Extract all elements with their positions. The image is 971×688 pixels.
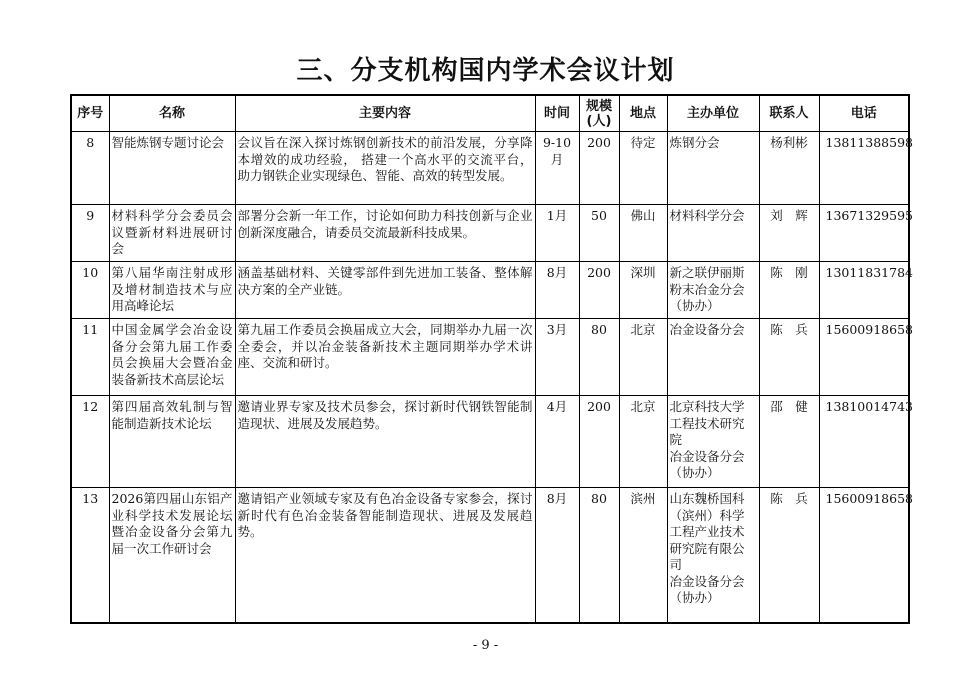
cell-phone: 13011831784 — [819, 262, 909, 319]
cell-phone: 13671329595 — [819, 205, 909, 262]
cell-organizer: 材料科学分会 — [667, 205, 759, 262]
cell-no: 9 — [71, 205, 109, 262]
table-header-row — [71, 95, 909, 132]
table-row — [71, 396, 909, 488]
cell-contact: 陈 刚 — [759, 262, 819, 319]
cell-content: 第九届工作委员会换届成立大会，同期举办九届一次全委会，并以冶金装备新技术主题同期举办学术讲座、交流和研讨。 — [235, 319, 535, 396]
header-scale-line1: 规模 — [585, 98, 612, 114]
cell-no: 11 — [71, 319, 109, 396]
page-number: - 9 - — [472, 638, 499, 653]
cell-content: 会议旨在深入探讨炼钢创新技术的前沿发展，分享降本增效的成功经验， 搭建一个高水平的交流平台， 助力钢铁企业实现绿色、智能、高效的转型发展。 — [235, 132, 535, 205]
cell-phone: 13811388598 — [819, 132, 909, 205]
header-contact: 联系人 — [759, 95, 819, 132]
cell-name: 智能炼钢专题讨论会 — [109, 132, 235, 205]
cell-name: 第四届高效轧制与智能制造新技术论坛 — [109, 396, 235, 488]
table-row — [71, 132, 909, 205]
cell-scale: 200 — [579, 396, 619, 488]
header-scale-line2: (人) — [586, 113, 612, 129]
cell-organizer: 新之联伊丽斯粉末冶金分会（协办） — [667, 262, 759, 319]
cell-phone: 15600918658 — [819, 488, 909, 624]
cell-content: 邀请铝产业领域专家及有色冶金设备专家参会，探讨新时代有色冶金装备智能制造现状、进展及发展趋势。 — [235, 488, 535, 624]
cell-no: 10 — [71, 262, 109, 319]
cell-content: 邀请业界专家及技术员参会，探讨新时代钢铁智能制造现状、进展及发展趋势。 — [235, 396, 535, 488]
header-place: 地点 — [619, 95, 667, 132]
cell-contact: 杨利彬 — [759, 132, 819, 205]
cell-name: 2026第四届山东铝产业科学技术发展论坛暨冶金设备分会第九届一次工作研讨会 — [109, 488, 235, 624]
cell-place: 北京 — [619, 396, 667, 488]
cell-name: 材料科学分会委员会议暨新材料进展研讨会 — [109, 205, 235, 262]
cell-place: 滨州 — [619, 488, 667, 624]
cell-time: 1月 — [535, 205, 579, 262]
header-content: 主要内容 — [235, 95, 535, 132]
cell-scale: 50 — [579, 205, 619, 262]
cell-organizer: 北京科技大学工程技术研究院 冶金设备分会（协办） — [667, 396, 759, 488]
cell-name: 中国金属学会冶金设备分会第九届工作委员会换届大会暨冶金装备新技术高层论坛 — [109, 319, 235, 396]
cell-place: 深圳 — [619, 262, 667, 319]
cell-organizer: 炼钢分会 — [667, 132, 759, 205]
header-phone: 电话 — [819, 95, 909, 132]
cell-time: 3月 — [535, 319, 579, 396]
cell-contact: 陈 兵 — [759, 488, 819, 624]
header-organizer: 主办单位 — [667, 95, 759, 132]
header-name: 名称 — [109, 95, 235, 132]
table-row — [71, 488, 909, 624]
cell-time: 8月 — [535, 488, 579, 624]
cell-scale: 80 — [579, 488, 619, 624]
header-time: 时间 — [535, 95, 579, 132]
cell-organizer: 冶金设备分会 — [667, 319, 759, 396]
cell-content: 涵盖基础材料、关键零部件到先进加工装备、整体解决方案的全产业链。 — [235, 262, 535, 319]
cell-place: 佛山 — [619, 205, 667, 262]
cell-name: 第八届华南注射成形及增材制造技术与应用高峰论坛 — [109, 262, 235, 319]
cell-time: 4月 — [535, 396, 579, 488]
table-row — [71, 319, 909, 396]
cell-phone: 13810014743 — [819, 396, 909, 488]
cell-no: 13 — [71, 488, 109, 624]
cell-no: 8 — [71, 132, 109, 205]
table-row — [71, 262, 909, 319]
cell-scale: 80 — [579, 319, 619, 396]
cell-phone: 15600918658 — [819, 319, 909, 396]
cell-content: 部署分会新一年工作，讨论如何助力科技创新与企业创新深度融合，请委员交流最新科技成果。 — [235, 205, 535, 262]
table-row — [71, 205, 909, 262]
cell-contact: 邵 健 — [759, 396, 819, 488]
header-no: 序号 — [71, 95, 109, 132]
page-title: 三、分支机构国内学术会议计划 — [296, 56, 675, 86]
cell-place: 待定 — [619, 132, 667, 205]
cell-time: 9-10月 — [535, 132, 579, 205]
cell-contact: 陈 兵 — [759, 319, 819, 396]
cell-time: 8月 — [535, 262, 579, 319]
cell-scale: 200 — [579, 132, 619, 205]
cell-place: 北京 — [619, 319, 667, 396]
cell-organizer: 山东魏桥国科（滨州）科学工程产业技术研究院有限公司 冶金设备分会（协办） — [667, 488, 759, 624]
conference-plan-table — [70, 94, 913, 624]
cell-scale: 200 — [579, 262, 619, 319]
cell-contact: 刘 辉 — [759, 205, 819, 262]
cell-no: 12 — [71, 396, 109, 488]
header-scale — [579, 95, 619, 132]
